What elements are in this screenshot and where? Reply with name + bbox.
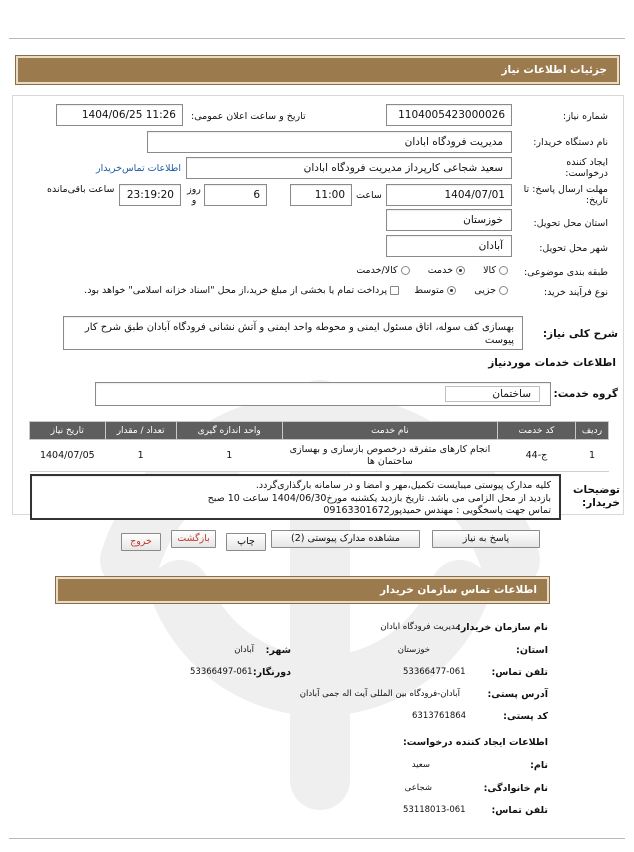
buyer-fax-label: دورنگار: (252, 667, 291, 678)
cell-unit: 1 (176, 440, 282, 472)
back-button[interactable]: بازگشت (171, 530, 216, 548)
buyer-contact-link[interactable]: اطلاعات تماس‌خریدار (96, 163, 181, 174)
buyer-province-label: استان: (516, 645, 548, 656)
buyer-city-value: آبادان (234, 645, 254, 655)
buyer-org-label: نام دستگاه خریدار: (533, 137, 608, 148)
services-heading: اطلاعات خدمات موردنیاز (488, 357, 616, 369)
buyer-phone-value: 53366477-061 (403, 667, 466, 677)
creator-first-name-label: نام: (530, 760, 548, 771)
table-row[interactable] (30, 440, 609, 472)
deadline-label: مهلت ارسال پاسخ: تا تاریخ: (523, 184, 608, 206)
creator-first-name-value: سعید (411, 760, 430, 770)
col-service-name: نام خدمت (282, 422, 497, 440)
notes-line-1: کلیه مدارک پیوستی میبایست تکمیل،مهر و امضا و در سامانه بارگذاری‌گردد. (255, 480, 551, 491)
buyer-province-value: خوزستان (397, 645, 430, 655)
buyer-address-value: آبادان-فرودگاه بین المللی آیت اله جمی آبادان (299, 689, 460, 699)
creator-label: ایجاد کننده درخواست: (565, 157, 608, 179)
radio-minor[interactable] (499, 286, 508, 295)
page-title: جزئیات اطلاعات نیاز (501, 64, 607, 76)
process-radio-group (84, 285, 508, 296)
creator-contact-heading: اطلاعات ایجاد کننده درخواست: (402, 737, 548, 748)
col-need-date: تاریخ نیاز (30, 422, 106, 440)
radio-goods-service[interactable] (401, 266, 410, 275)
deadline-time-field[interactable]: 11:00 (290, 184, 352, 206)
deadline-time-label: ساعت (356, 190, 382, 201)
radio-goods[interactable] (499, 266, 508, 275)
page-header-bar (16, 56, 619, 84)
buyer-address-label: آدرس پستی: (487, 689, 548, 700)
need-number-field[interactable]: 1104005423000026 (386, 104, 512, 126)
treasury-checkbox[interactable] (390, 286, 399, 295)
summary-label: شرح کلی نیاز: (542, 328, 618, 340)
announce-datetime-label: تاریخ و ساعت اعلان عمومی: (191, 111, 306, 122)
buyer-phone-label: تلفن تماس: (491, 667, 548, 678)
notes-line-3: تماس جهت پاسخگویی : مهندس حمیدپور09163301672 (323, 505, 551, 516)
cell-service-code: ج-44 (497, 440, 575, 472)
city-field[interactable]: آبادان (386, 235, 512, 257)
buyer-contact-heading: اطلاعات تماس سازمان خریدار (380, 584, 537, 596)
remaining-time-field[interactable]: 23:19:20 (119, 184, 181, 206)
treasury-payment-option[interactable]: پرداخت تمام یا بخشی از مبلغ خرید،از محل "اسناد خزانه اسلامی" خواهد بود. (84, 285, 399, 296)
remaining-time-label: ساعت باقی‌مانده (47, 184, 115, 195)
category-option-service[interactable]: خدمت (428, 265, 465, 276)
bottom-divider (9, 838, 625, 839)
service-group-label: گروه خدمت: (553, 388, 618, 400)
cell-quantity: 1 (105, 440, 176, 472)
remaining-days-field[interactable]: 6 (204, 184, 267, 206)
category-radio-group (356, 265, 508, 276)
creator-last-name-label: نام خانوادگی: (483, 783, 548, 794)
col-service-code: کد خدمت (497, 422, 575, 440)
col-row-number: ردیف (575, 422, 608, 440)
buyer-fax-value: 53366497-061 (190, 667, 253, 677)
cell-service-name: انجام کارهای متفرقه درخصوص بازسازی و بهسازی ساختمان ها (282, 440, 497, 472)
notes-line-2: بازدید از محل الزامی می باشد. تاریخ بازدید یکشنبه مورخ1404/06/30 ساعت 10 صبح (207, 492, 551, 504)
buyer-city-label: شهر: (265, 645, 291, 656)
buyer-postal-label: کد پستی: (503, 711, 548, 722)
deadline-date-field[interactable]: 1404/07/01 (386, 184, 512, 206)
remaining-days-label: روز و (187, 184, 201, 206)
buyer-org-contact-label: نام سازمان خریدار: (457, 622, 548, 633)
reply-button[interactable]: پاسخ به نیاز (432, 530, 540, 548)
announce-datetime-field[interactable]: 1404/06/25 11:26 (56, 104, 183, 126)
process-option-medium[interactable]: متوسط (414, 285, 456, 296)
province-label: استان محل تحویل: (533, 218, 608, 229)
buyer-postal-value: 6313761864 (412, 711, 467, 721)
province-field[interactable]: خوزستان (386, 209, 512, 231)
buyer-org-field[interactable]: مدیریت فرودگاه ابادان (147, 131, 512, 153)
category-option-goods-service[interactable]: کالا/خدمت (356, 265, 409, 276)
creator-phone-label: تلفن تماس: (491, 805, 548, 816)
radio-service[interactable] (456, 266, 465, 275)
buyer-notes-field (30, 474, 561, 520)
exit-button[interactable]: خروج (121, 533, 161, 551)
print-button[interactable]: چاپ (226, 533, 266, 551)
cell-row-number: 1 (575, 440, 608, 472)
service-group-value: ساختمان (445, 386, 540, 402)
view-attachments-button[interactable]: مشاهده مدارک پیوستی (2) (271, 530, 420, 548)
buyer-org-contact-value: مدیریت فرودگاه ابادان (380, 622, 460, 632)
summary-field: بهسازی کف سوله، اتاق مسئول ایمنی و محوطه واحد ایمنی و آتش نشانی فرودگاه آبادان طبق شرح کار پیوست (63, 316, 523, 350)
buyer-contact-header (56, 577, 549, 603)
category-label: طبقه بندی موضوعی: (523, 267, 608, 278)
table-header-row (30, 422, 609, 440)
col-quantity: تعداد / مقدار (105, 422, 176, 440)
buyer-notes-label: توضیحات خریدار: (572, 484, 620, 509)
services-table (29, 421, 609, 472)
category-option-goods[interactable]: کالا (483, 265, 508, 276)
process-option-minor[interactable]: جزیی (474, 285, 508, 296)
creator-phone-value: 53118013-061 (403, 805, 466, 815)
need-number-label: شماره نیاز: (562, 111, 608, 122)
col-unit: واحد اندازه گیری (176, 422, 282, 440)
cell-need-date: 1404/07/05 (30, 440, 106, 472)
creator-last-name-value: شجاعی (404, 783, 432, 793)
creator-field[interactable]: سعید شجاعی کارپرداز مدیریت فرودگاه ابادان (186, 157, 512, 179)
city-label: شهر محل تحویل: (539, 243, 608, 254)
top-divider (9, 38, 625, 39)
radio-medium[interactable] (447, 286, 456, 295)
process-label: نوع فرآیند خرید: (543, 287, 608, 298)
